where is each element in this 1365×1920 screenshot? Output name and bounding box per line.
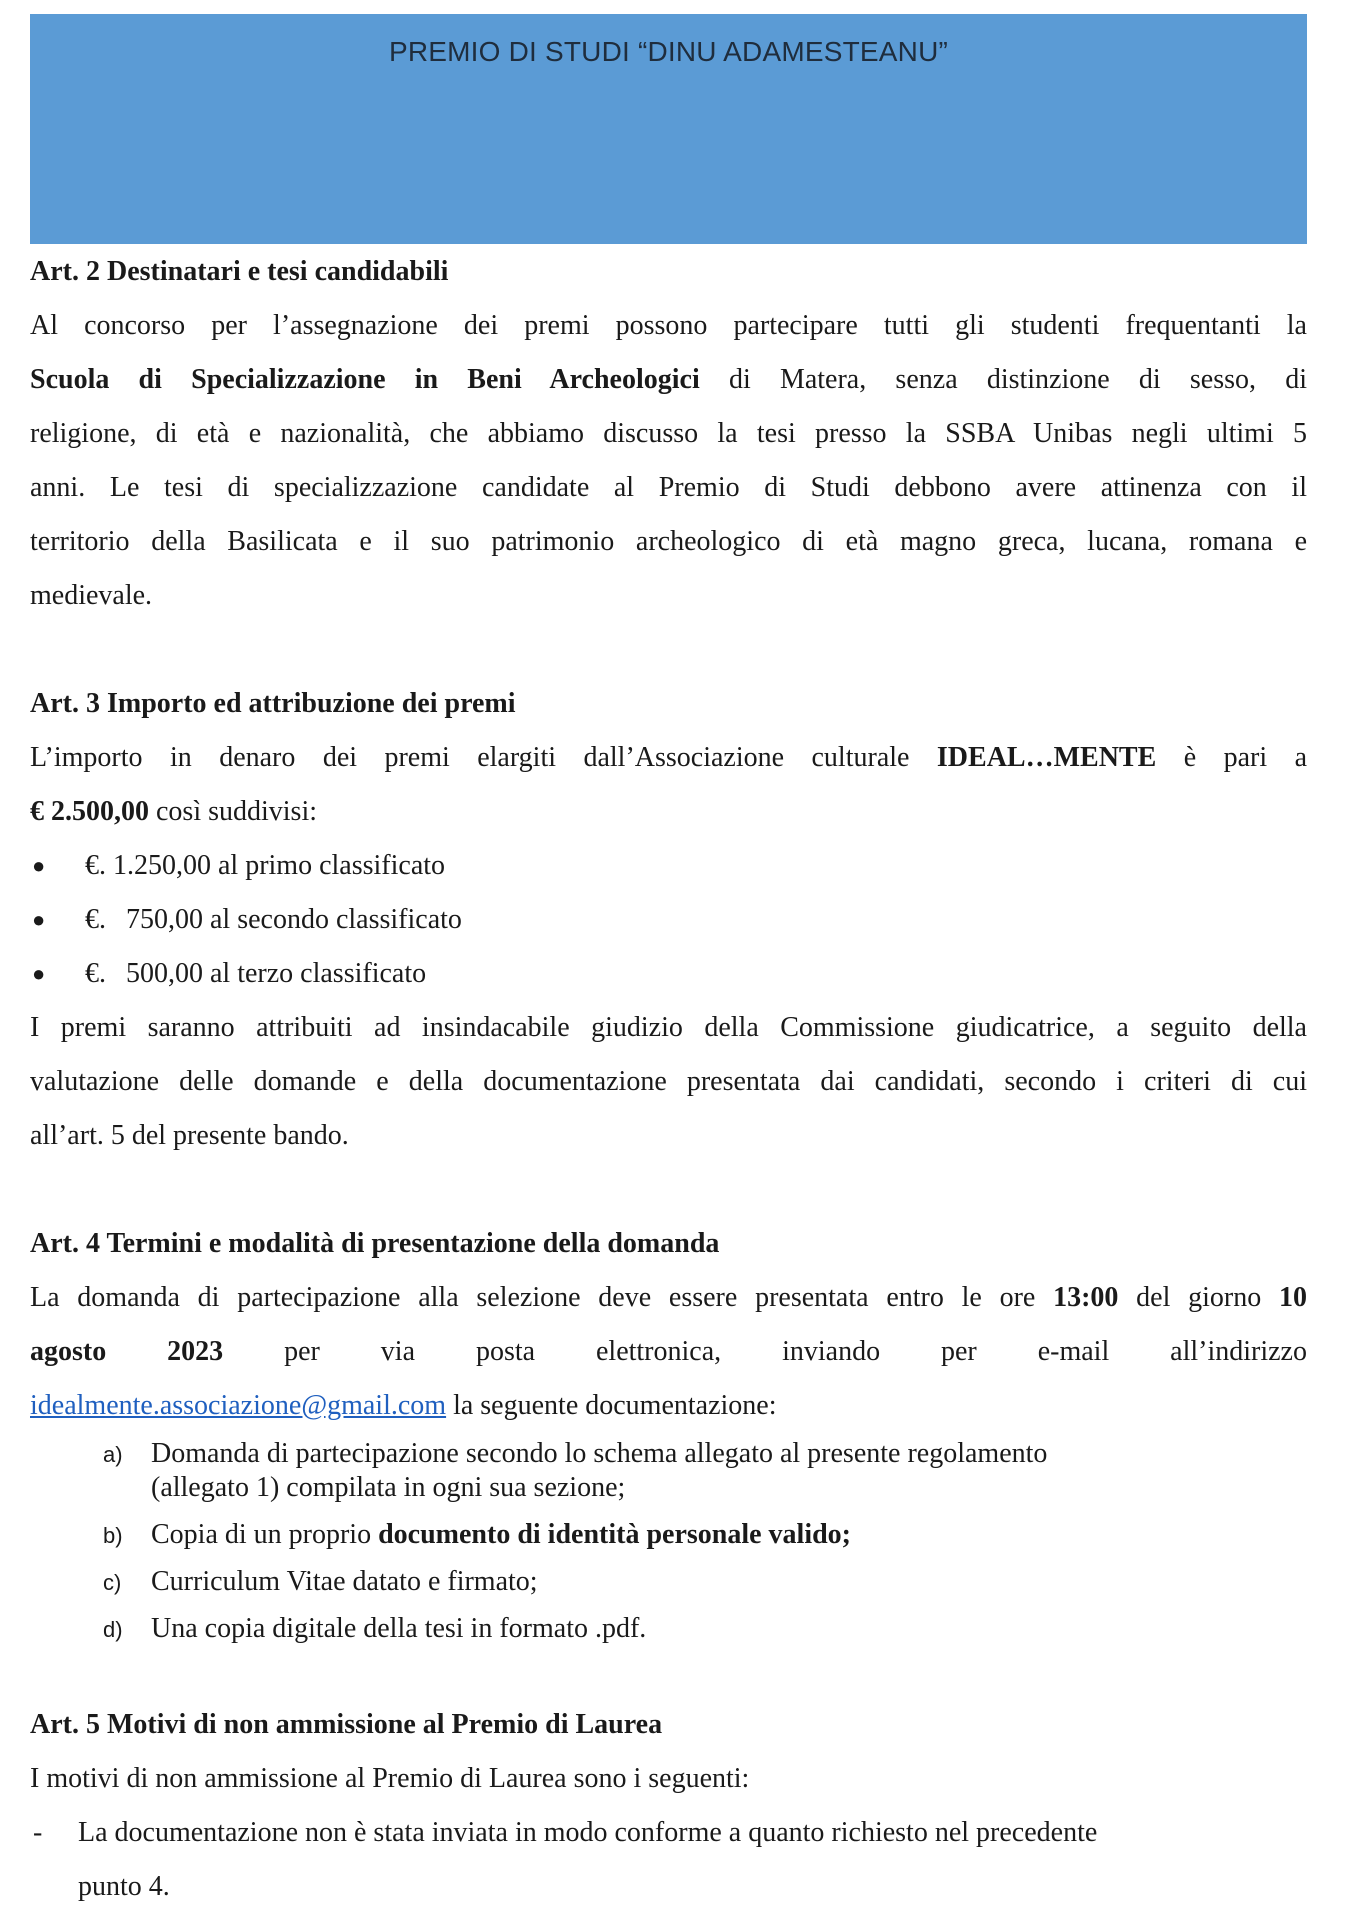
document-body — [30, 245, 1307, 1914]
art3-line-1: L’importo in denaro dei premi elargiti dall’Associazione culturale IDEAL…MENTE è pari a — [30, 742, 1308, 773]
art3-line-5: all’art. 5 del presente bando. — [30, 1120, 349, 1151]
bullet-icon: ● — [32, 961, 46, 986]
art3-line-3: I premi saranno attribuiti ad insindacabile giudizio della Commissione giudicatrice, a seguito della — [30, 1012, 1307, 1043]
deadline-time: 13:00 — [1053, 1282, 1119, 1313]
art3-line-2: € 2.500,00 così suddivisi: — [30, 796, 318, 827]
documents-list — [30, 1437, 1307, 1646]
list-item: a) Domanda di partecipazione secondo lo schema allegato al presente regolamento (allegato 1) compilata in ogni sua sezione; — [103, 1438, 1048, 1503]
art2-line-5: territorio della Basilicata e il suo patrimonio archeologico di età magno greca, lucana, romana e — [30, 526, 1307, 557]
art2-line-3: religione, di età e nazionalità, che abbiamo discusso la tesi presso la SSBA Unibas negli ultimi 5 — [30, 418, 1307, 449]
school-name: Scuola di Specializzazione in Beni Archeologici — [30, 364, 700, 395]
association-name: IDEAL…MENTE — [936, 742, 1157, 773]
list-item: d) Una copia digitale della tesi in formato .pdf. — [103, 1613, 647, 1644]
art5-heading: Art. 5 Motivi di non ammissione al Premio di Laurea — [30, 1709, 663, 1740]
art2-heading: Art. 2 Destinatari e tesi candidabili — [30, 256, 449, 287]
art2-line-6: medievale. — [30, 580, 153, 611]
dash-item-continued: punto 4. — [78, 1871, 170, 1902]
dash-item: - La documentazione non è stata inviata in modo conforme a quanto richiesto nel precedente — [30, 1806, 1307, 1860]
art2-line-4: anni. Le tesi di specializzazione candidate al Premio di Studi debbono avere attinenza con il — [30, 472, 1307, 503]
document-title: PREMIO DI STUDI “DINU ADAMESTEANU” — [388, 36, 949, 67]
email-link[interactable]: idealmente.associazione@gmail.com — [30, 1390, 447, 1421]
art2-line-1: Al concorso per l’assegnazione dei premi possono partecipare tutti gli studenti frequentanti la — [30, 310, 1307, 341]
list-item: c) Curriculum Vitae datato e firmato; — [103, 1566, 538, 1597]
art3-heading: Art. 3 Importo ed attribuzione dei premi — [30, 688, 516, 719]
bullet-icon: ● — [32, 853, 46, 878]
header-banner — [30, 14, 1307, 244]
prize-item: ● €. 500,00 al terzo classificato — [30, 947, 1307, 1001]
prize-item: ● €. 1.250,00 al primo classificato — [30, 839, 1307, 893]
prize-item: ● €. 750,00 al secondo classificato — [30, 893, 1307, 947]
list-item: b) Copia di un proprio documento di identità personale valido; — [103, 1519, 852, 1550]
art4-line-2: agosto 2023 per via posta elettronica, inviando per e-mail all’indirizzo — [30, 1336, 1307, 1367]
art2-line-2: Scuola di Specializzazione in Beni Archeologici di Matera, senza distinzione di sesso, di — [30, 364, 1307, 395]
art4-line-3: idealmente.associazione@gmail.com la seguente documentazione: — [30, 1390, 777, 1421]
total-amount: € 2.500,00 — [30, 796, 149, 827]
deadline-day: 10 — [1279, 1282, 1307, 1313]
art4-line-1: La domanda di partecipazione alla selezione deve essere presentata entro le ore 13:00 del giorno 10 — [30, 1282, 1307, 1313]
art4-heading: Art. 4 Termini e modalità di presentazione della domanda — [30, 1228, 720, 1259]
deadline-date: agosto 2023 — [30, 1336, 224, 1367]
dash-bullet: - — [33, 1817, 43, 1848]
art5-line-1: I motivi di non ammissione al Premio di Laurea sono i seguenti: — [30, 1763, 750, 1794]
bullet-icon: ● — [32, 907, 46, 932]
art3-line-4: valutazione delle domande e della documentazione presentata dai candidati, secondo i criteri di cui — [30, 1066, 1307, 1097]
